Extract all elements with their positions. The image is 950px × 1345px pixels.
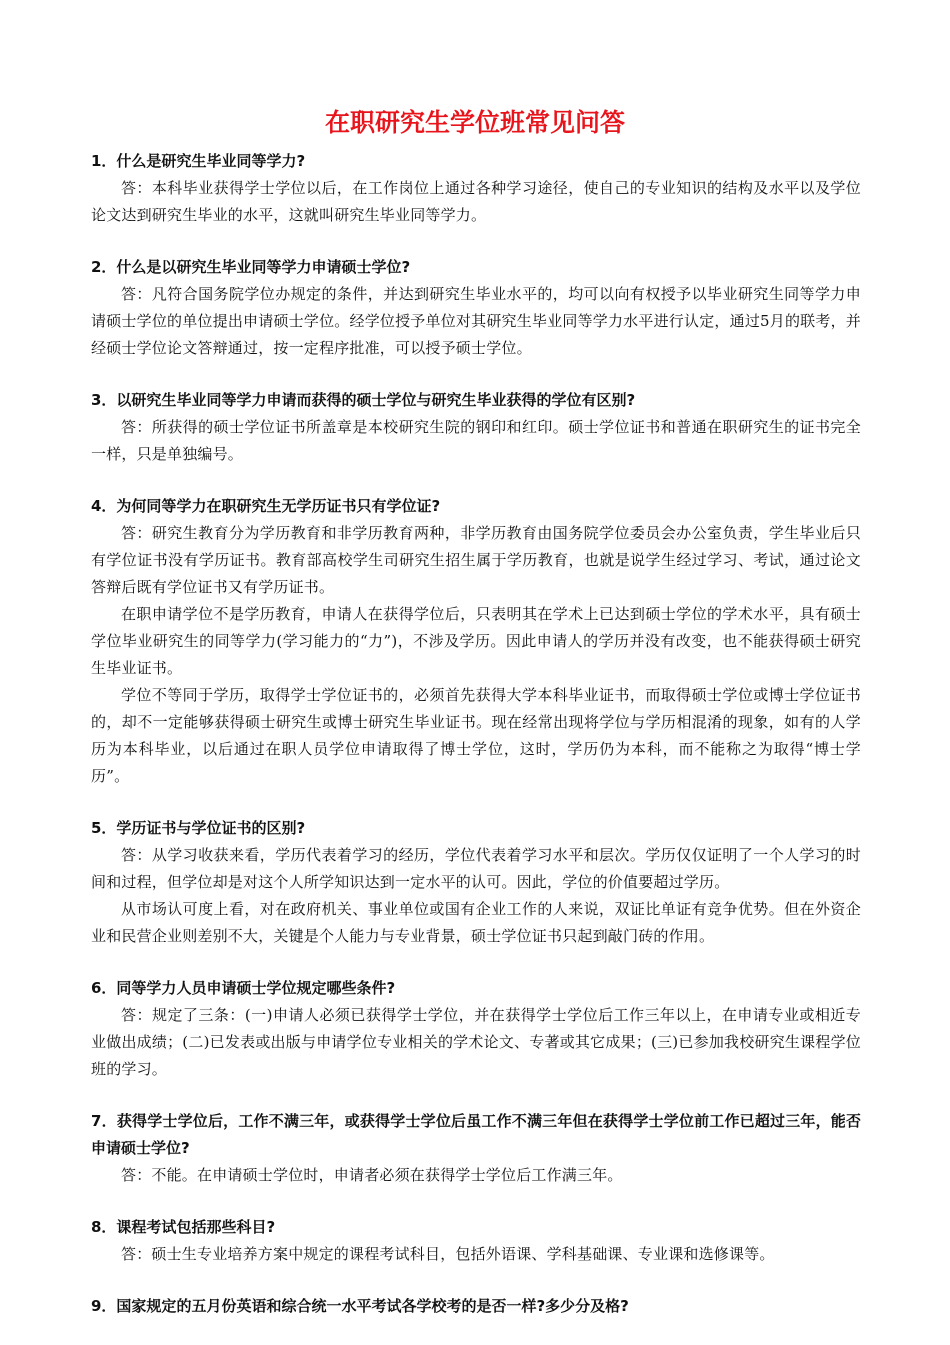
faq-question: 9．国家规定的五月份英语和综合统一水平考试各学校考的是否一样?多少分及格? — [91, 1297, 629, 1315]
faq-question: 5．学历证书与学位证书的区别? — [91, 819, 306, 837]
faq-answer: 答：不能。在申请硕士学位时，申请者必须在获得学士学位后工作满三年。 — [121, 1166, 623, 1184]
faq-item-1 — [91, 148, 861, 229]
document-title: 在职研究生学位班常见问答 — [324, 108, 625, 137]
faq-question: 3．以研究生毕业同等学力申请而获得的硕士学位与研究生毕业获得的学位有区别? — [91, 391, 636, 409]
faq-answer: 答：本科毕业获得学士学位以后，在工作岗位上通过各种学习途径，使自己的专业知识的结构及水平以及学位论文达到研究生毕业的水平，这就叫研究生毕业同等学力。 — [91, 179, 861, 224]
faq-answer: 答：所获得的硕士学位证书所盖章是本校研究生院的钢印和红印。硕士学位证书和普通在职研究生的证书完全一样，只是单独编号。 — [91, 418, 861, 463]
faq-item-3 — [91, 387, 861, 468]
faq-answer: 在职申请学位不是学历教育，申请人在获得学位后，只表明其在学术上已达到硕士学位的学术水平，具有硕士学位毕业研究生的同等学力(学习能力的“力”)，不涉及学历。因此申请人的学历并没有改变，也不能获得硕士研究生毕业证书。 — [91, 605, 861, 677]
faq-answer: 学位不等同于学历，取得学士学位证书的，必须首先获得大学本科毕业证书，而取得硕士学位或博士学位证书的，却不一定能够获得硕士研究生或博士研究生毕业证书。现在经常出现将学位与学历相混淆的现象，如有的人学历为本科毕业，以后通过在职人员学位申请取得了博士学位，这时，学历仍为本科，而不能称之为取得“博士学历”。 — [91, 686, 861, 785]
faq-item-4 — [91, 493, 861, 790]
faq-question: 8．课程考试包括那些科目? — [91, 1218, 276, 1236]
faq-item-7 — [91, 1108, 861, 1189]
faq-answer: 答：从学习收获来看，学历代表着学习的经历，学位代表着学习水平和层次。学历仅仅证明了一个人学习的时间和过程，但学位却是对这个人所学知识达到一定水平的认可。因此，学位的价值要超过学历。 — [91, 846, 861, 891]
faq-question: 6．同等学力人员申请硕士学位规定哪些条件? — [91, 979, 396, 997]
faq-question: 7．获得学士学位后，工作不满三年，或获得学士学位后虽工作不满三年但在获得学士学位前工作已超过三年，能否申请硕士学位? — [91, 1112, 861, 1157]
faq-item-6 — [91, 975, 861, 1083]
faq-item-8 — [91, 1214, 861, 1268]
faq-question: 4．为何同等学力在职研究生无学历证书只有学位证? — [91, 497, 441, 515]
faq-item-2 — [91, 254, 861, 362]
faq-item-5 — [91, 815, 861, 950]
faq-list — [91, 148, 861, 1345]
faq-answer: 从市场认可度上看，对在政府机关、事业单位或国有企业工作的人来说，双证比单证有竞争优势。但在外资企业和民营企业则差别不大，关键是个人能力与专业背景，硕士学位证书只起到敲门砖的作用。 — [91, 900, 861, 945]
faq-question: 1．什么是研究生毕业同等学力? — [91, 152, 306, 170]
faq-question: 2．什么是以研究生毕业同等学力申请硕士学位? — [91, 258, 411, 276]
faq-answer: 答：硕士生专业培养方案中规定的课程考试科目，包括外语课、学科基础课、专业课和选修课等。 — [121, 1245, 775, 1263]
faq-answer: 答：规定了三条：(一)申请人必须已获得学士学位，并在获得学士学位后工作三年以上，在申请专业或相近专业做出成绩；(二)已发表或出版与申请学位专业相关的学术论文、专著或其它成果；(三)已参加我校研究生课程学位班的学习。 — [91, 1006, 861, 1078]
faq-answer: 答：研究生教育分为学历教育和非学历教育两种，非学历教育由国务院学位委员会办公室负责，学生毕业后只有学位证书没有学历证书。教育部高校学生司研究生招生属于学历教育，也就是说学生经过学习、考试，通过论文答辩后既有学位证书又有学历证书。 — [91, 524, 861, 596]
faq-answer: 答：凡符合国务院学位办规定的条件，并达到研究生毕业水平的，均可以向有权授予以毕业研究生同等学力申请硕士学位的单位提出申请硕士学位。经学位授予单位对其研究生毕业同等学力水平进行认定，通过5月的联考，并经硕士学位论文答辩通过，按一定程序批准，可以授予硕士学位。 — [91, 285, 861, 357]
faq-item-9 — [91, 1293, 861, 1320]
